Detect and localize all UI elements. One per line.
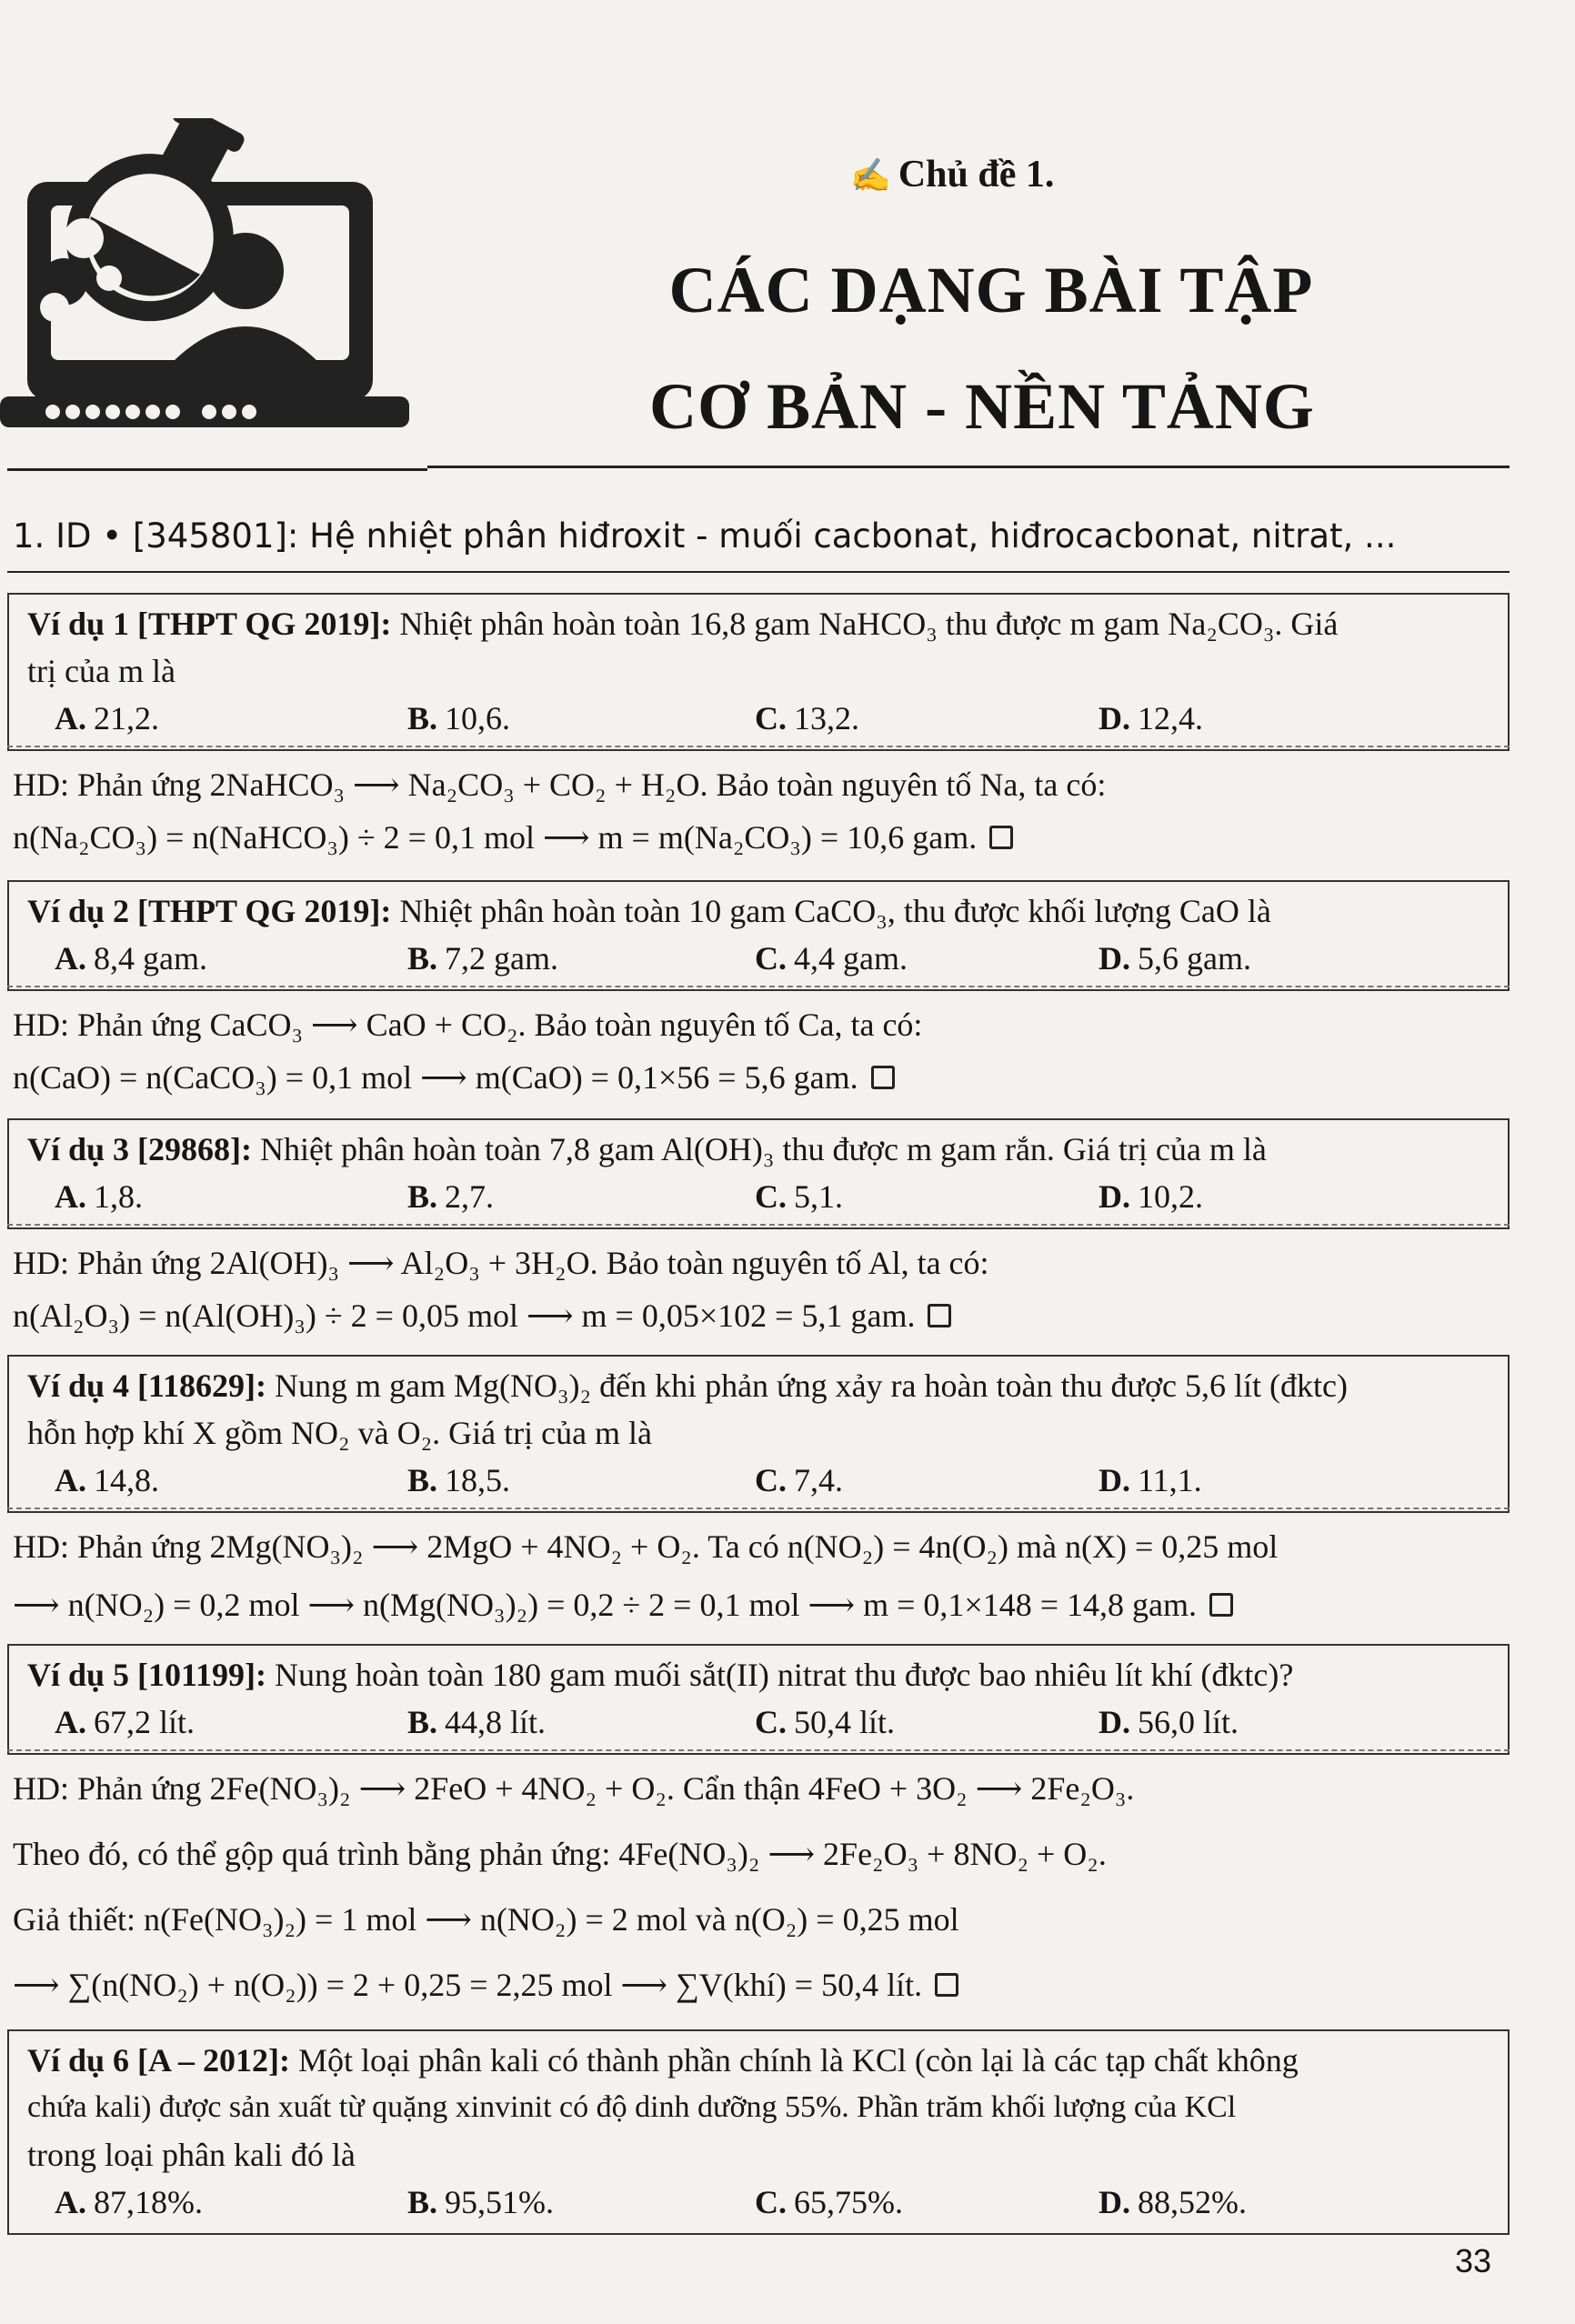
option-c: C. 50,4 lít. — [755, 1704, 896, 1740]
page-number: 33 — [1454, 2242, 1491, 2279]
example-text: Nhiệt phân hoàn toàn 7,8 gam Al(OH)₃ thu được m gam rắn. Giá trị của m là — [260, 1131, 1267, 1167]
checkbox-icon — [935, 1973, 958, 1997]
checkbox-icon — [1209, 1593, 1233, 1617]
example-label: Ví dụ 4 [118629]: — [27, 1367, 267, 1404]
example-label: Ví dụ 1 [THPT QG 2019]: — [27, 606, 392, 642]
solution-line: HD: Phản ứng 2NaHCO₃ ⟶ Na₂CO₃ + CO₂ + H₂O. Bảo toàn nguyên tố Na, ta có: — [13, 766, 1107, 803]
answer-options — [27, 935, 1499, 982]
example-text: chứa kali) được sản xuất từ quặng xinvinit có độ dinh dưỡng 55%. Phần trăm khối lượng của KCl — [27, 2090, 1237, 2124]
option-d: D. 10,2. — [1098, 1178, 1203, 1215]
option-a: A. 67,2 lít. — [55, 1704, 196, 1740]
answer-options — [27, 1457, 1499, 1504]
option-c: C. 4,4 gam. — [755, 940, 908, 977]
title-rule-left — [7, 468, 427, 471]
answer-options — [27, 1173, 1499, 1220]
option-b: B. 18,5. — [407, 1462, 511, 1498]
example-label: Ví dụ 6 [A – 2012]: — [27, 2042, 291, 2079]
example-label: Ví dụ 3 [29868]: — [27, 1131, 253, 1167]
option-d: D. 5,6 gam. — [1098, 940, 1251, 977]
example-box-5 — [7, 1644, 1510, 1755]
option-a: A. 14,8. — [55, 1462, 159, 1498]
flask-laptop-logo-icon — [0, 118, 409, 464]
example-box-2 — [7, 880, 1510, 991]
title-rule — [427, 466, 1510, 468]
divider — [7, 1508, 1510, 1509]
divider — [7, 1224, 1510, 1226]
solution-line: n(Na₂CO₃) = n(NaHCO₃) ÷ 2 = 0,1 mol ⟶ m = m(Na₂CO₃) = 10,6 gam. — [13, 818, 1013, 856]
option-a: A. 87,18%. — [55, 2184, 203, 2220]
solution-line: HD: Phản ứng CaCO₃ ⟶ CaO + CO₂. Bảo toàn nguyên tố Ca, ta có: — [13, 1007, 923, 1043]
example-text: Một loại phân kali có thành phần chính là KCl (còn lại là các tạp chất không — [298, 2042, 1299, 2079]
example-box-1 — [7, 593, 1510, 751]
example-text: Nhiệt phân hoàn toàn 10 gam CaCO₃, thu được khối lượng CaO là — [399, 893, 1271, 929]
divider — [7, 1749, 1510, 1751]
example-text: Nung hoàn toàn 180 gam muối sắt(II) nitrat thu được bao nhiêu lít khí (đktc)? — [275, 1657, 1294, 1693]
section-title: 1. ID • [345801]: Hệ nhiệt phân hiđroxit - muối cacbonat, hiđrocacbonat, nitrat, ... — [13, 516, 1397, 556]
option-d: D. 11,1. — [1098, 1462, 1202, 1498]
answer-options — [27, 695, 1499, 742]
section-rule — [7, 571, 1510, 573]
option-b: B. 44,8 lít. — [407, 1704, 547, 1740]
example-box-3 — [7, 1118, 1510, 1229]
example-label: Ví dụ 5 [101199]: — [27, 1657, 267, 1693]
answer-options — [27, 2179, 1499, 2226]
solution-line: HD: Phản ứng 2Al(OH)₃ ⟶ Al₂O₃ + 3H₂O. Bảo toàn nguyên tố Al, ta có: — [13, 1245, 989, 1281]
solution-line: ⟶ ∑(n(NO₂) + n(O₂)) = 2 + 0,25 = 2,25 mol ⟶ ∑V(khí) = 50,4 lít. — [13, 1966, 958, 2004]
solution-line: ⟶ n(NO₂) = 0,2 mol ⟶ n(Mg(NO₃)₂) = 0,2 ÷ 2 = 0,1 mol ⟶ m = 0,1×148 = 14,8 gam. — [13, 1586, 1233, 1624]
example-text: Nung m gam Mg(NO₃)₂ đến khi phản ứng xảy ra hoàn toàn thu được 5,6 lít (đktc) — [275, 1367, 1348, 1404]
answer-options — [27, 1698, 1499, 1746]
option-b: B. 7,2 gam. — [407, 940, 558, 977]
example-box-6 — [7, 2029, 1510, 2235]
checkbox-icon — [989, 826, 1013, 849]
solution-line: n(Al₂O₃) = n(Al(OH)₃) ÷ 2 = 0,05 mol ⟶ m = 0,05×102 = 5,1 gam. — [13, 1297, 951, 1335]
example-text: hỗn hợp khí X gồm NO₂ và O₂. Giá trị của m là — [27, 1415, 653, 1451]
option-a: A. 1,8. — [55, 1178, 143, 1215]
option-d: D. 56,0 lít. — [1098, 1704, 1239, 1740]
example-text: trị của m là — [27, 653, 176, 689]
example-label: Ví dụ 2 [THPT QG 2019]: — [27, 893, 392, 929]
pen-icon: ✍ — [850, 157, 891, 194]
divider — [7, 746, 1510, 747]
option-b: B. 10,6. — [407, 700, 511, 736]
option-a: A. 8,4 gam. — [55, 940, 207, 977]
solution-line: HD: Phản ứng 2Fe(NO₃)₂ ⟶ 2FeO + 4NO₂ + O₂. Cẩn thận 4FeO + 3O₂ ⟶ 2Fe₂O₃. — [13, 1770, 1135, 1807]
page-title-line2: CƠ BẢN - NỀN TẢNG — [649, 370, 1315, 443]
option-c: C. 7,4. — [755, 1462, 843, 1498]
solution-line: Theo đó, có thể gộp quá trình bằng phản ứng: 4Fe(NO₃)₂ ⟶ 2Fe₂O₃ + 8NO₂ + O₂. — [13, 1836, 1107, 1872]
solution-line: Giả thiết: n(Fe(NO₃)₂) = 1 mol ⟶ n(NO₂) = 2 mol và n(O₂) = 0,25 mol — [13, 1901, 959, 1938]
topic-label: ✍ Chủ đề 1. — [850, 154, 1055, 195]
option-c: C. 5,1. — [755, 1178, 843, 1215]
checkbox-icon — [871, 1066, 895, 1089]
solution-line: HD: Phản ứng 2Mg(NO₃)₂ ⟶ 2MgO + 4NO₂ + O₂. Ta có n(NO₂) = 4n(O₂) mà n(X) = 0,25 mol — [13, 1528, 1279, 1565]
example-box-4 — [7, 1355, 1510, 1513]
option-b: B. 2,7. — [407, 1178, 495, 1215]
page-title-line1: CÁC DẠNG BÀI TẬP — [668, 254, 1314, 326]
divider — [7, 986, 1510, 987]
example-text: Nhiệt phân hoàn toàn 16,8 gam NaHCO₃ thu được m gam Na₂CO₃. Giá — [399, 606, 1339, 642]
option-d: D. 12,4. — [1098, 700, 1203, 736]
option-c: C. 13,2. — [755, 700, 859, 736]
option-b: B. 95,51%. — [407, 2184, 555, 2220]
solution-line: n(CaO) = n(CaCO₃) = 0,1 mol ⟶ m(CaO) = 0,1×56 = 5,6 gam. — [13, 1058, 895, 1097]
checkbox-icon — [928, 1304, 951, 1327]
option-d: D. 88,52%. — [1098, 2184, 1247, 2220]
option-a: A. 21,2. — [55, 700, 159, 736]
example-text: trong loại phân kali đó là — [27, 2137, 356, 2173]
option-c: C. 65,75%. — [755, 2184, 903, 2220]
